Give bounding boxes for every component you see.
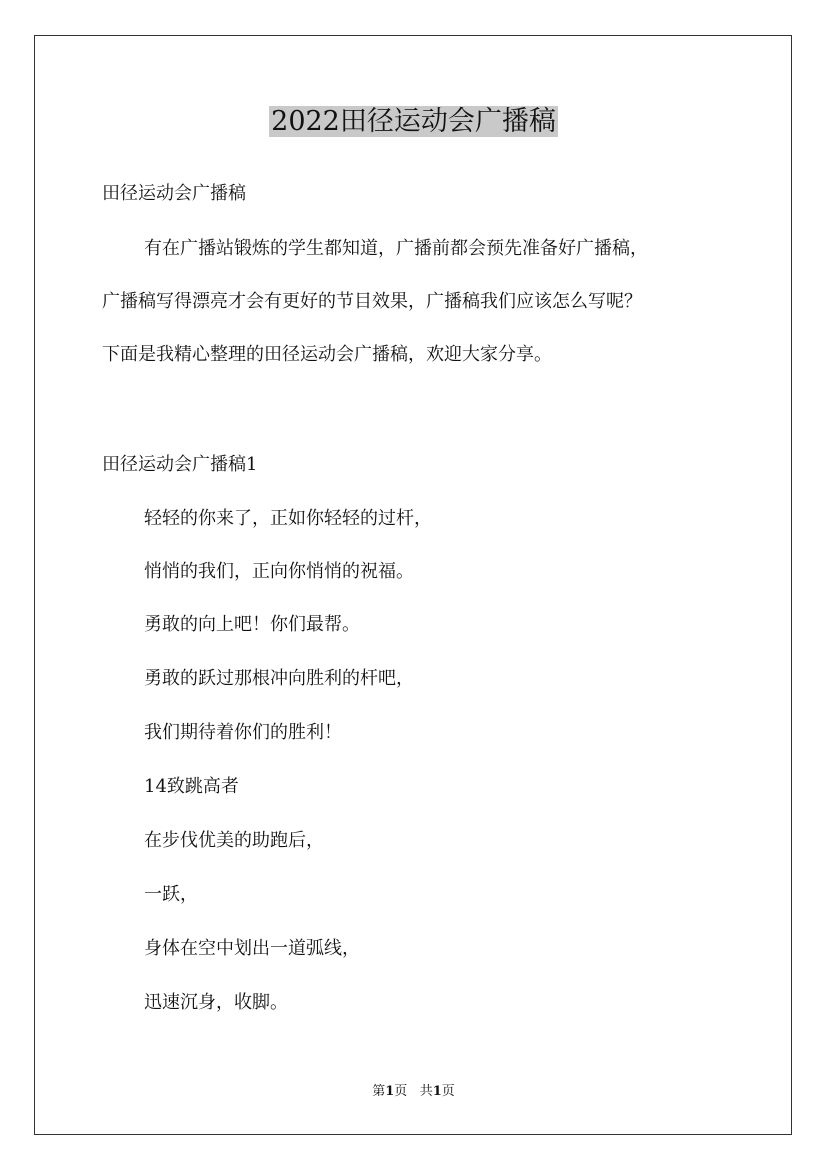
poem-line: 在步伐优美的助跑后， bbox=[144, 830, 324, 851]
poem-line: 悄悄的我们，正向你悄悄的祝福。 bbox=[144, 561, 414, 582]
document-subtitle: 田径运动会广播稿 bbox=[102, 183, 246, 204]
poem-line: 身体在空中划出一道弧线， bbox=[144, 938, 360, 959]
footer-total-label: 页 bbox=[441, 1084, 455, 1099]
poem-line: 轻轻的你来了，正如你轻轻的过杆， bbox=[144, 508, 432, 529]
footer-page-prefix: 第 bbox=[372, 1084, 386, 1099]
intro-line: 有在广播站锻炼的学生都知道，广播前都会预先准备好广播稿， bbox=[144, 238, 648, 259]
poem-line: 14致跳高者 bbox=[144, 776, 239, 797]
footer-page-total: 1 bbox=[432, 1084, 442, 1099]
footer-page-label: 页 bbox=[394, 1084, 408, 1099]
section-heading: 田径运动会广播稿1 bbox=[102, 454, 258, 475]
poem-line: 迅速沉身，收脚。 bbox=[144, 992, 288, 1013]
page-footer bbox=[0, 1082, 827, 1102]
intro-line: 广播稿写得漂亮才会有更好的节目效果，广播稿我们应该怎么写呢？ bbox=[102, 291, 642, 312]
document-title bbox=[0, 102, 827, 142]
intro-line: 下面是我精心整理的田径运动会广播稿，欢迎大家分享。 bbox=[102, 344, 552, 365]
poem-line: 勇敢的跃过那根冲向胜利的杆吧， bbox=[144, 668, 414, 689]
footer-total-prefix: 共 bbox=[419, 1084, 433, 1099]
poem-line: 勇敢的向上吧！你们最帮。 bbox=[144, 614, 360, 635]
poem-line: 一跃， bbox=[144, 884, 198, 905]
document-title-text: 2022田径运动会广播稿 bbox=[271, 106, 556, 137]
footer-page-current: 1 bbox=[385, 1084, 395, 1099]
poem-line: 我们期待着你们的胜利！ bbox=[144, 722, 342, 743]
